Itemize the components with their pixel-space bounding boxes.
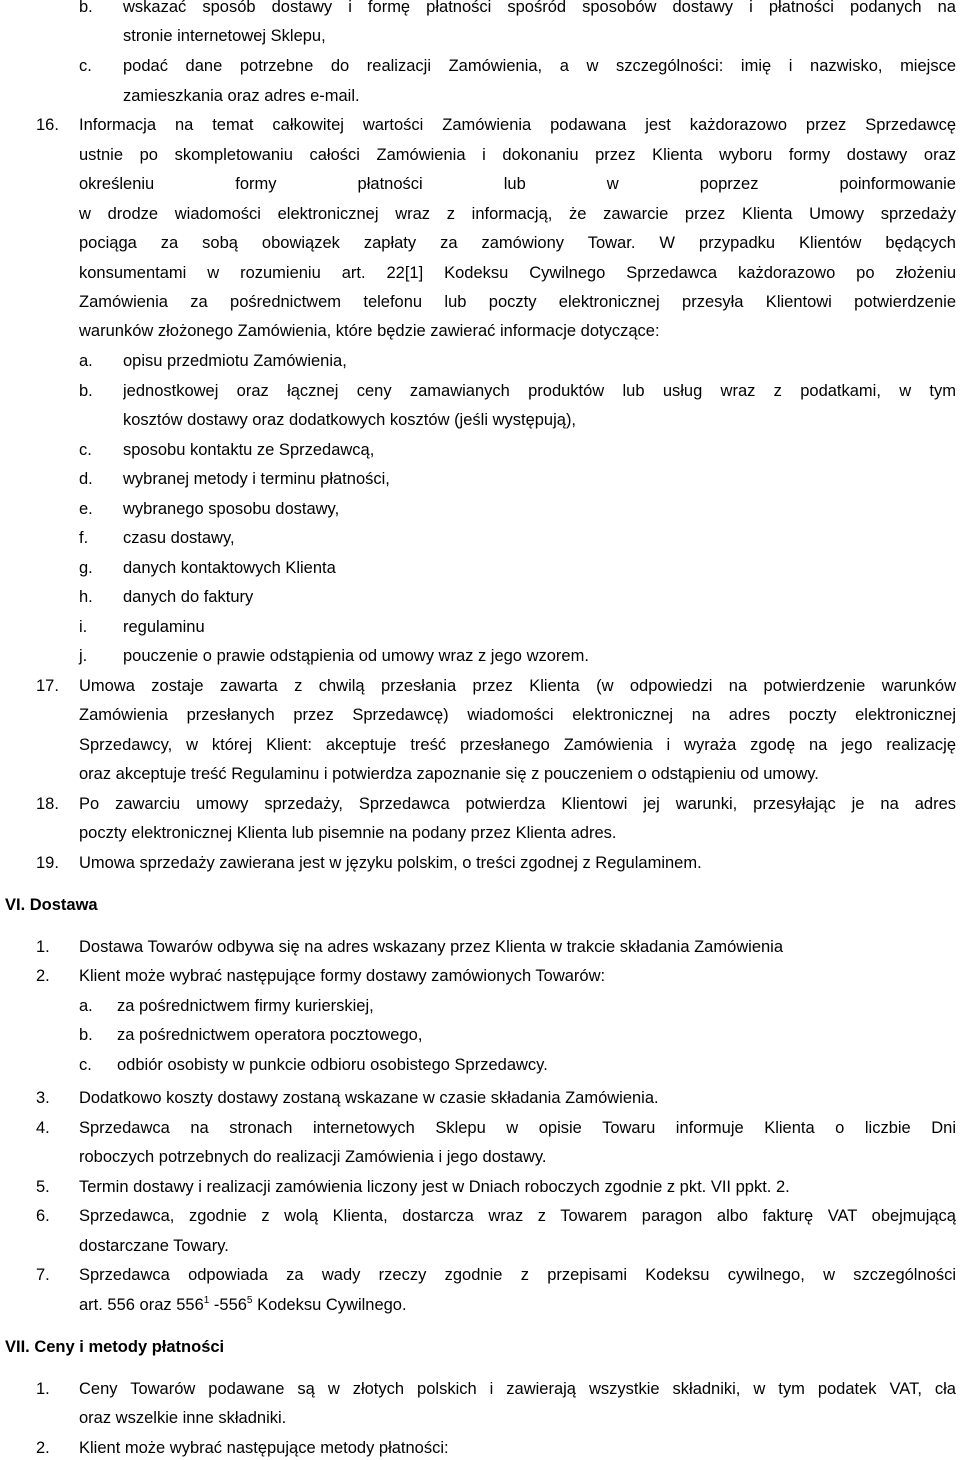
paragraph-number: 16. (36, 116, 59, 134)
item-text: pouczenie o prawie odstąpienia od umowy wraz z jego wzorem. (123, 647, 589, 665)
paragraph-number: 6. (36, 1207, 50, 1225)
paragraph-text: Informacja na temat całkowitej wartości Zamówienia podawana jest każdorazowo przez Sprzedawcę (79, 116, 956, 134)
paragraph-text: w drodze wiadomości elektronicznej wraz z informacją, że zawarcie przez Klienta Umowy sprzedaży (79, 205, 956, 223)
item-text: jednostkowej oraz łącznej ceny zamawianych produktów lub usług wraz z podatkami, w tym (123, 382, 956, 400)
item-label: j. (79, 647, 88, 665)
item-text: kosztów dostawy oraz dodatkowych kosztów (jeśli występują), (123, 411, 577, 429)
paragraph-text: konsumentami w rozumieniu art. 22[1] Kodeksu Cywilnego Sprzedawca każdorazowo po złożeniu (79, 264, 956, 282)
paragraph-number: 3. (36, 1089, 50, 1107)
paragraph-number: 5. (36, 1178, 50, 1196)
paragraph-text: poczty elektronicznej Klienta lub pisemnie na podany przez Klienta adres. (79, 824, 617, 842)
paragraph-text: Umowa zostaje zawarta z chwilą przesłania przez Klienta (w odpowiedzi na potwierdzenie warunków (79, 677, 956, 695)
text-run: -556 (209, 1296, 247, 1314)
paragraph-number: 4. (36, 1119, 50, 1137)
item-label: h. (79, 588, 93, 606)
paragraph-number: 2. (36, 967, 50, 985)
paragraph-number: 17. (36, 677, 59, 695)
item-text: wybranej metody i terminu płatności, (123, 470, 390, 488)
paragraph-number: 18. (36, 795, 59, 813)
item-label: b. (79, 0, 93, 16)
paragraph-text: warunków złożonego Zamówienia, które będzie zawierać informacje dotyczące: (79, 322, 660, 340)
item-text: danych kontaktowych Klienta (123, 559, 336, 577)
superscript: 1 (203, 1295, 210, 1306)
item-label: g. (79, 559, 93, 577)
paragraph-number: 1. (36, 1380, 50, 1398)
item-label: c. (79, 1056, 92, 1074)
paragraph-text: Umowa sprzedaży zawierana jest w języku polskim, o treści zgodnej z Regulaminem. (79, 854, 702, 872)
item-text: wskazać sposób dostawy i formę płatności spośród sposobów dostawy i płatności podanych na (123, 0, 956, 16)
paragraph-text: dostarczane Towary. (79, 1237, 229, 1255)
item-label: e. (79, 500, 93, 518)
item-label: d. (79, 470, 93, 488)
paragraph-text: Klient może wybrać następujące formy dostawy zamówionych Towarów: (79, 967, 606, 985)
item-label: c. (79, 57, 92, 75)
paragraph-text: Termin dostawy i realizacji zamówienia liczony jest w Dniach roboczych zgodnie z pkt. VII ppkt. 2. (79, 1178, 790, 1196)
paragraph-text: roboczych potrzebnych do realizacji Zamówienia i jego dostawy. (79, 1148, 547, 1166)
item-text: za pośrednictwem firmy kurierskiej, (117, 997, 374, 1015)
section-title: VI. Dostawa (5, 896, 98, 914)
item-label: b. (79, 382, 93, 400)
item-text: zamieszkania oraz adres e-mail. (123, 87, 360, 105)
paragraph-text: Dodatkowo koszty dostawy zostaną wskazane w czasie składania Zamówienia. (79, 1089, 659, 1107)
paragraph-number: 1. (36, 938, 50, 956)
item-text: stronie internetowej Sklepu, (123, 27, 326, 45)
paragraph-number: 2. (36, 1439, 50, 1457)
item-text: podać dane potrzebne do realizacji Zamówienia, a w szczególności: imię i nazwisko, miejsce (123, 57, 956, 75)
paragraph-text: Zamówienia przesłanych przez Sprzedawcę) wiadomości elektronicznej na adres poczty elektronicznej (79, 706, 956, 724)
superscript: 5 (246, 1295, 253, 1306)
paragraph-text: Po zawarciu umowy sprzedaży, Sprzedawca potwierdza Klientowi jej warunki, przesyłając je na adres (79, 795, 956, 813)
paragraph-number: 19. (36, 854, 59, 872)
text-run: Kodeksu Cywilnego. (252, 1296, 407, 1314)
item-label: f. (79, 529, 89, 547)
item-label: c. (79, 441, 92, 459)
item-label: a. (79, 352, 93, 370)
paragraph-text: Sprzedawca na stronach internetowych Sklepu w opisie Towaru informuje Klienta o liczbie Dni (79, 1119, 956, 1137)
item-text: odbiór osobisty w punkcie odbioru osobistego Sprzedawcy. (117, 1056, 548, 1074)
paragraph-text: ustnie po skompletowaniu całości Zamówienia i dokonaniu przez Klienta wyboru formy dostawy oraz (79, 146, 956, 164)
item-label: a. (79, 997, 93, 1015)
item-label: b. (79, 1026, 93, 1044)
item-text: opisu przedmiotu Zamówienia, (123, 352, 347, 370)
paragraph-text: pociąga za sobą obowiązek zapłaty za zamówiony Towar. W przypadku Klientów będących (79, 234, 956, 252)
paragraph-text: Ceny Towarów podawane są w złotych polskich i zawierają wszystkie składniki, w tym podatek VAT, cła (79, 1380, 956, 1398)
item-text: czasu dostawy, (123, 529, 235, 547)
text-run: art. 556 oraz 556 (79, 1296, 204, 1314)
item-label: i. (79, 618, 88, 636)
item-text: sposobu kontaktu ze Sprzedawcą, (123, 441, 375, 459)
paragraph-text (79, 1294, 407, 1316)
paragraph-number: 7. (36, 1266, 50, 1284)
paragraph-text: Dostawa Towarów odbywa się na adres wskazany przez Klienta w trakcie składania Zamówienia (79, 938, 784, 956)
paragraph-text: oraz wszelkie inne składniki. (79, 1409, 287, 1427)
paragraph-text: Sprzedawca odpowiada za wady rzeczy zgodnie z przepisami Kodeksu cywilnego, w szczególności (79, 1266, 956, 1284)
section-title: VII. Ceny i metody płatności (5, 1338, 225, 1356)
item-text: wybranego sposobu dostawy, (123, 500, 340, 518)
paragraph-text: oraz akceptuje treść Regulaminu i potwierdza zapoznanie się z pouczeniem o odstąpieniu od umowy. (79, 765, 819, 783)
paragraph-text: Sprzedawca, zgodnie z wolą Klienta, dostarcza wraz z Towarem paragon albo fakturę VAT obejmującą (79, 1207, 956, 1225)
item-text: za pośrednictwem operatora pocztowego, (117, 1026, 423, 1044)
paragraph-text: Zamówienia za pośrednictwem telefonu lub poczty elektronicznej przesyła Klientowi potwierdzenie (79, 293, 956, 311)
paragraph-text: Sprzedawcy, w której Klient: akceptuje treść przesłanego Zamówienia i wyraża zgodę na jego realizację (79, 736, 956, 754)
paragraph-text: określeniu formy płatności lub w poprzez poinformowanie (79, 175, 956, 193)
item-text: danych do faktury (123, 588, 254, 606)
paragraph-text: Klient może wybrać następujące metody płatności: (79, 1439, 449, 1457)
item-text: regulaminu (123, 618, 205, 636)
